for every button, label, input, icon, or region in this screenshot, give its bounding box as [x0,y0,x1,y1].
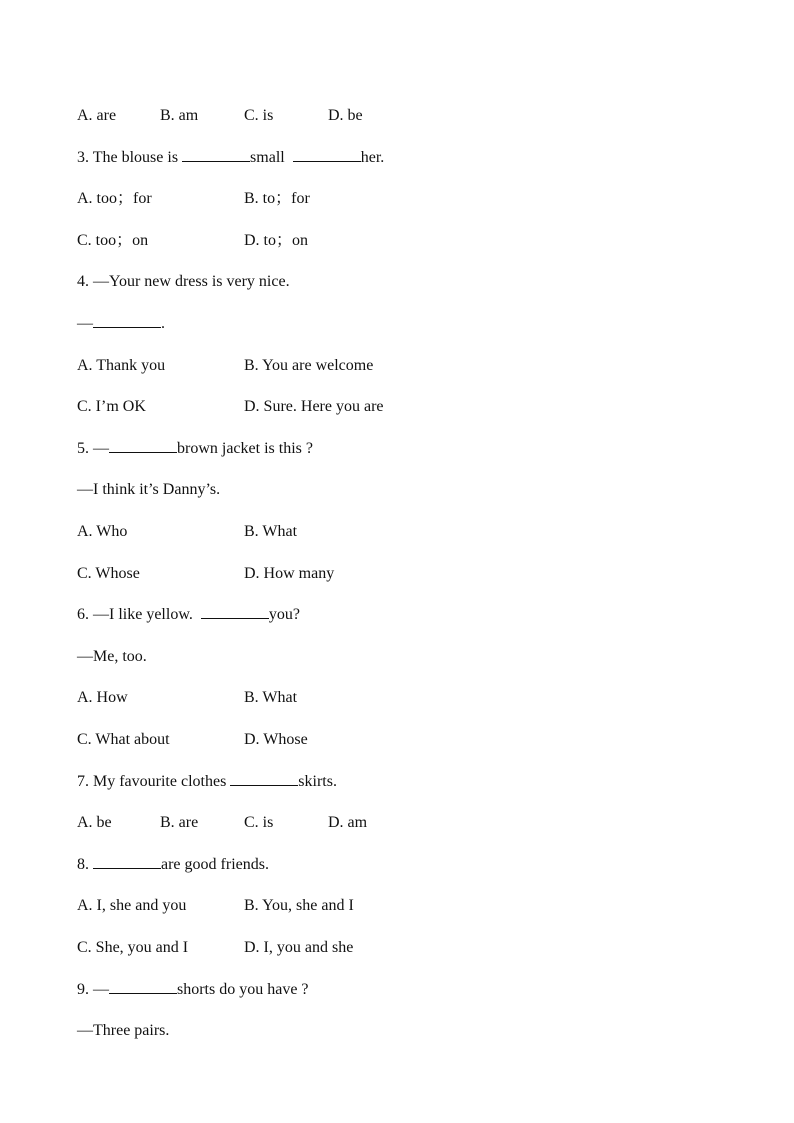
q7-options [77,812,368,834]
q7-number: 7. [77,773,89,790]
q8-options-row2 [77,937,354,959]
q4-option-d: D. Sure. Here you are [244,398,384,415]
q3-number: 3. [77,149,89,166]
q9-suffix: shorts do you have ? [177,981,309,998]
q5-dash: — [93,440,109,457]
q8-option-a: A. I, she and you [77,897,187,914]
q7-option-d: D. am [328,814,368,831]
q6-option-a: A. How [77,689,128,706]
q2-option-d: D. be [328,107,363,124]
q5-question [77,438,313,460]
q6-blank[interactable] [201,604,269,619]
q5-option-c: C. Whose [77,565,140,582]
q9-question [77,979,309,1001]
q8-option-d: D. I, you and she [244,939,354,956]
q2-option-c: C. is [244,107,274,124]
q3-blank-1[interactable] [182,147,250,162]
q6-option-b: B. What [244,689,298,706]
q5-option-a: A. Who [77,523,128,540]
q6-options-row1 [77,687,298,709]
q8-options-row1 [77,895,354,917]
q4-reply-end: . [161,315,165,332]
q8-blank[interactable] [93,854,161,869]
q8-number: 8. [77,856,89,873]
q5-option-d: D. How many [244,565,335,582]
q5-option-b: B. What [244,523,298,540]
q2-options [77,105,363,127]
q6-answer: —Me, too. [77,648,147,665]
q8-suffix: are good friends. [161,856,269,873]
q3-option-d: D. to；on [244,232,309,249]
q4-reply-dash: — [77,315,93,332]
q6-option-d: D. Whose [244,731,308,748]
q8-option-b: B. You, she and I [244,897,354,914]
q5-answer: —I think it’s Danny’s. [77,481,221,498]
q5-options-row2 [77,563,335,585]
q3-question [77,147,384,169]
q3-mid: small [250,149,285,166]
q6-number: 6. [77,606,89,623]
q4-option-b: B. You are welcome [244,357,374,374]
q3-blank-2[interactable] [293,147,361,162]
q9-answer: —Three pairs. [77,1022,170,1039]
q3-option-c: C. too；on [77,232,149,249]
q6-option-c: C. What about [77,731,170,748]
q4-number: 4. [77,273,89,290]
q9-number: 9. [77,981,89,998]
q7-suffix: skirts. [298,773,337,790]
q6-question [77,604,300,626]
q4-blank[interactable] [93,313,161,328]
q7-prefix: My favourite clothes [93,773,227,790]
q7-option-a: A. be [77,814,112,831]
q3-suffix: her. [360,149,385,166]
q3-option-a: A. too；for [77,190,152,207]
q2-option-b: B. am [160,107,199,124]
q7-blank[interactable] [230,771,298,786]
q8-option-c: C. She, you and I [77,939,189,956]
q7-option-c: C. is [244,814,274,831]
q6-prefix: —I like yellow. [93,606,193,623]
q3-options-row1 [77,188,310,210]
q6-suffix: you? [268,606,300,623]
q4-options-row2 [77,396,384,418]
q3-option-b: B. to；for [244,190,310,207]
q9-blank[interactable] [109,979,177,994]
q4-option-c: C. I’m OK [77,398,146,415]
q4-question [77,271,290,293]
q4-options-row1 [77,355,374,377]
q7-question [77,771,337,793]
q6-options-row2 [77,729,308,751]
q9-dash: — [93,981,109,998]
q5-suffix: brown jacket is this ? [177,440,313,457]
q3-options-row2 [77,230,309,252]
q8-question [77,854,269,876]
q5-number: 5. [77,440,89,457]
q5-blank[interactable] [109,438,177,453]
q5-options-row1 [77,521,298,543]
q4-text: —Your new dress is very nice. [93,273,290,290]
q3-prefix: The blouse is [92,149,179,166]
q7-option-b: B. are [160,814,199,831]
q4-reply [77,313,165,335]
q2-option-a: A. are [77,107,117,124]
q4-option-a: A. Thank you [77,357,166,374]
